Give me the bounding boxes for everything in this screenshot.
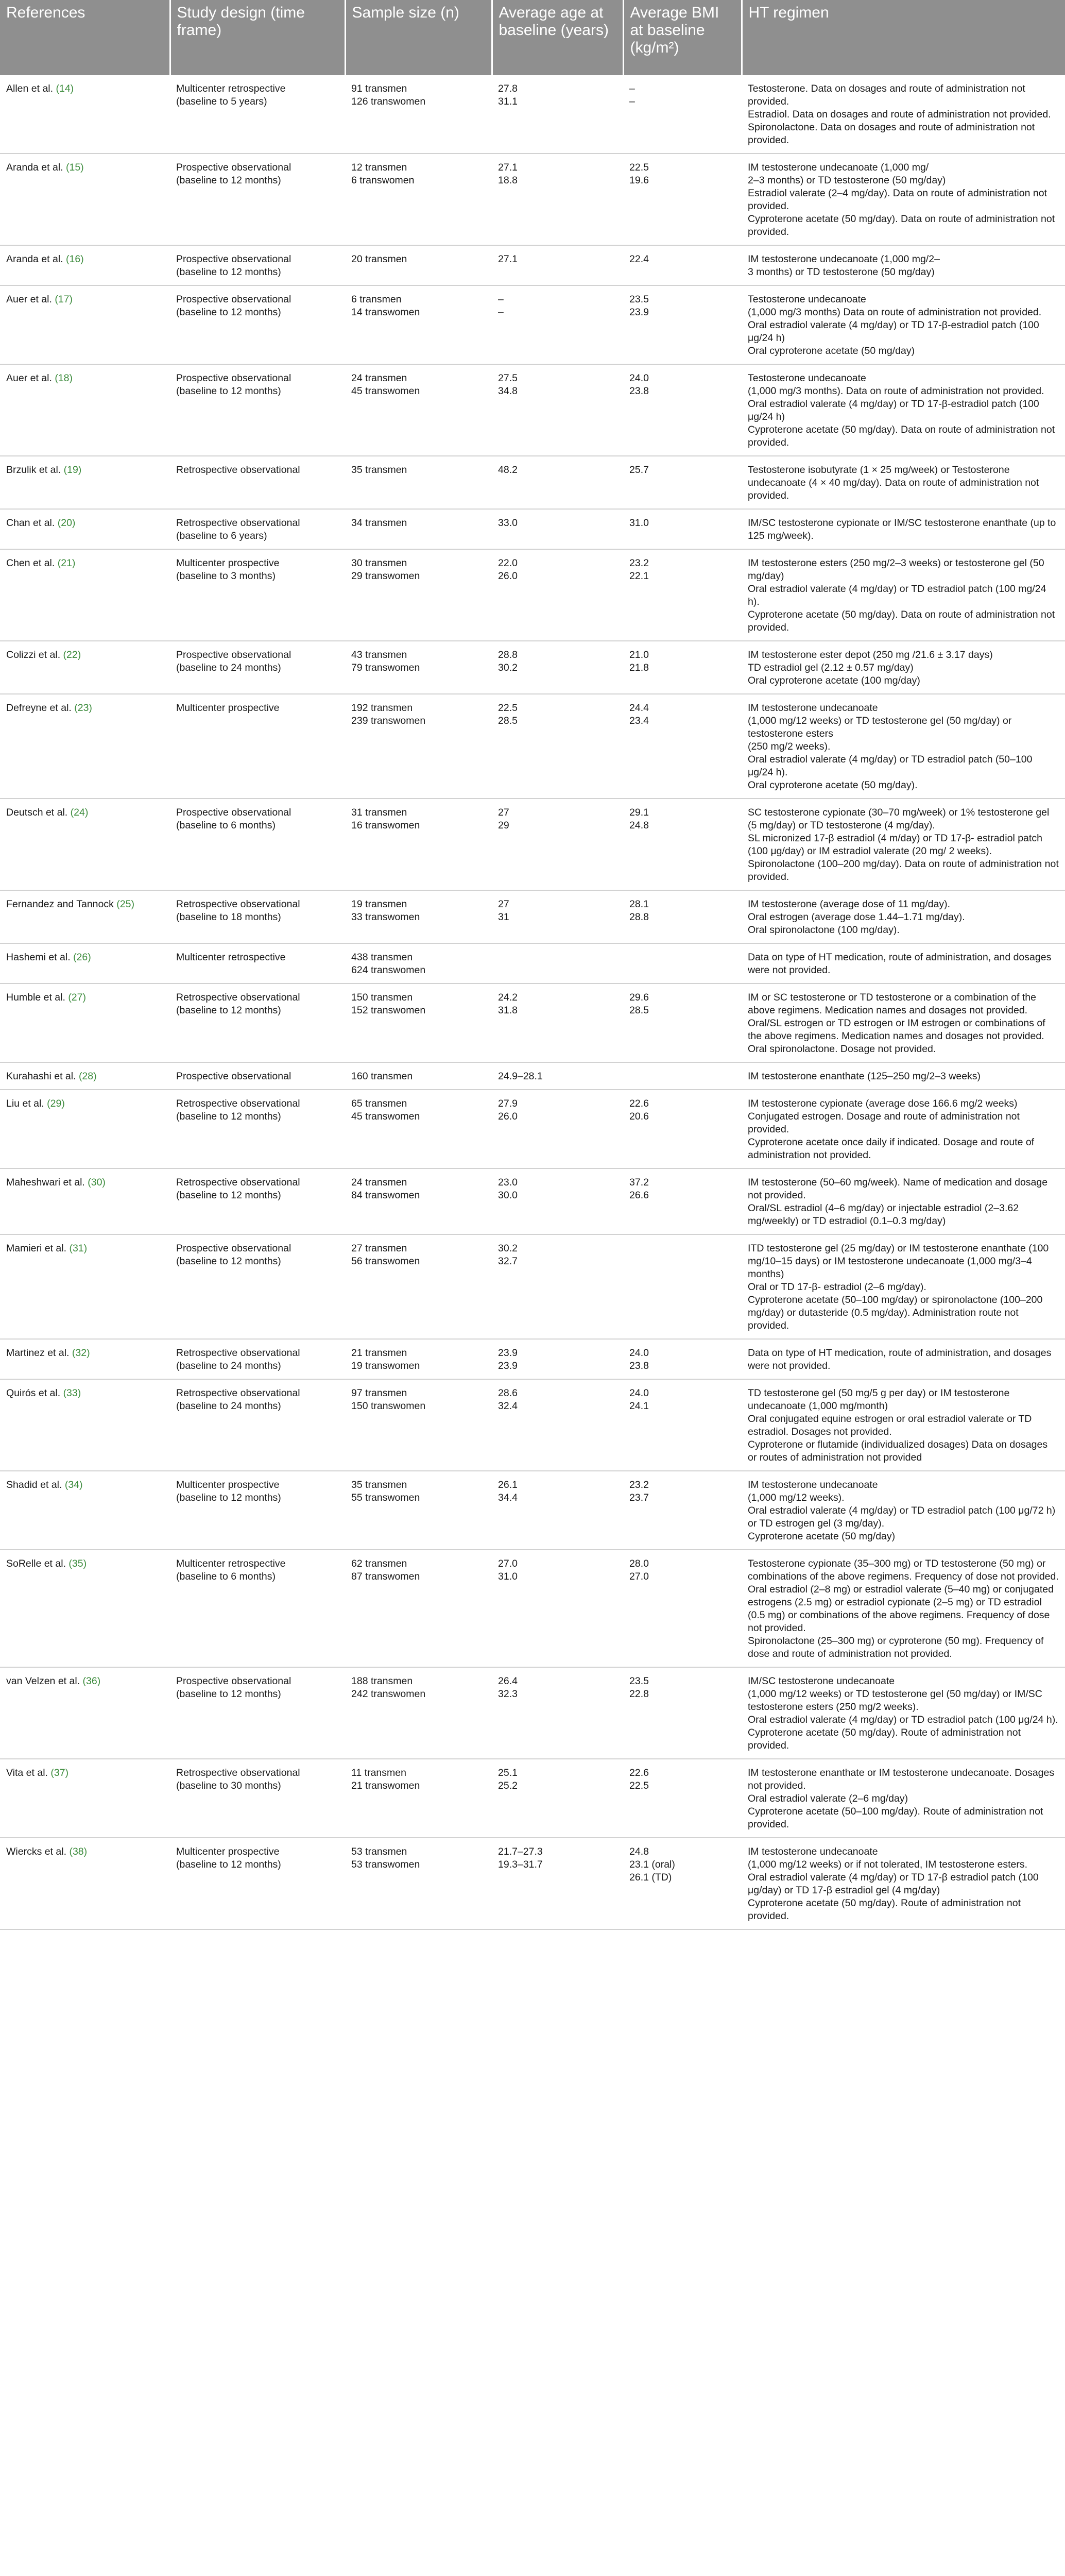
cell-average-age: 22.0 26.0 xyxy=(492,549,623,641)
reference-citation-link[interactable]: (38) xyxy=(69,1846,88,1857)
cell-ht-regimen: Testosterone cypionate (35–300 mg) or TD testosterone (50 mg) or combinations of the above regimens. Frequency of dose not provided. Oral estradiol (2–8 mg) or estradiol valerate (5–40 mg) or conjugated estrogens (2.5 mg) or estradiol cypionate (2–5 mg) or TD estradiol (0.5 mg) or combinations of the above regimens. Frequency of dose not provided. Spironolactone (25–300 mg) or cyproterone (50 mg). Frequency of dose and route of administration not provided. xyxy=(742,1550,1065,1667)
cell-ht-regimen: Testosterone isobutyrate (1 × 25 mg/week) or Testosterone undecanoate (4 × 40 mg/day). Data on route of administration not provided. xyxy=(742,456,1065,509)
cell-average-bmi: 22.5 19.6 xyxy=(623,154,742,245)
cell-average-bmi: 37.2 26.6 xyxy=(623,1168,742,1234)
cell-average-bmi: – – xyxy=(623,75,742,154)
table-row xyxy=(0,1090,1065,1168)
cell-average-age: 27.1 xyxy=(492,245,623,285)
cell-ht-regimen: IM testosterone enanthate or IM testosterone undecanoate. Dosages not provided. Oral estradiol valerate (2–6 mg/day) Cyproterone acetate (50–100 mg/day). Route of administration not provided. xyxy=(742,1759,1065,1838)
cell-sample-size: 150 transmen 152 transwomen xyxy=(345,984,492,1062)
reference-citation-link[interactable]: (33) xyxy=(63,1387,81,1399)
cell-average-bmi: 23.2 23.7 xyxy=(623,1471,742,1550)
cell-study-design: Retrospective observational (baseline to 12 months) xyxy=(170,1168,345,1234)
cell-average-bmi: 21.0 21.8 xyxy=(623,641,742,694)
cell-average-age: 27 29 xyxy=(492,799,623,890)
table-body xyxy=(0,75,1065,1929)
table-row xyxy=(0,1168,1065,1234)
cell-sample-size: 24 transmen 45 transwomen xyxy=(345,364,492,456)
table-row xyxy=(0,75,1065,154)
cell-sample-size: 34 transmen xyxy=(345,509,492,549)
cell-average-bmi: 23.5 22.8 xyxy=(623,1667,742,1759)
reference-author: Deutsch et al. xyxy=(6,807,68,818)
cell-average-age: 23.0 30.0 xyxy=(492,1168,623,1234)
cell-average-age: 24.9–28.1 xyxy=(492,1062,623,1090)
cell-study-design: Retrospective observational (baseline to 24 months) xyxy=(170,1379,345,1471)
reference-author: SoRelle et al. xyxy=(6,1558,66,1569)
reference-citation-link[interactable]: (20) xyxy=(57,517,76,529)
reference-citation-link[interactable]: (15) xyxy=(66,162,84,173)
cell-study-design: Retrospective observational (baseline to 12 months) xyxy=(170,984,345,1062)
header-ht-regimen: HT regimen xyxy=(742,0,1065,75)
cell-ht-regimen: IM testosterone undecanoate (1,000 mg/12 weeks) or if not tolerated, IM testosterone esters. Oral estradiol valerate (4 mg/day) or TD 17-β estradiol patch (100 μg/day) or TD 17-β estradiol gel (4 mg/day) Cyproterone acetate (50 mg/day). Route of administration not provided. xyxy=(742,1838,1065,1929)
cell-sample-size: 192 transmen 239 transwomen xyxy=(345,694,492,799)
reference-citation-link[interactable]: (16) xyxy=(66,253,84,265)
header-references: References xyxy=(0,0,170,75)
cell-average-age: 27.8 31.1 xyxy=(492,75,623,154)
cell-reference xyxy=(0,285,170,364)
cell-study-design: Retrospective observational (baseline to 12 months) xyxy=(170,1090,345,1168)
reference-author: Kurahashi et al. xyxy=(6,1071,76,1082)
cell-average-age: 30.2 32.7 xyxy=(492,1234,623,1339)
cell-ht-regimen: TD testosterone gel (50 mg/5 g per day) or IM testosterone undecanoate (1,000 mg/month) Oral conjugated equine estrogen or oral estradiol valerate or TD estradiol. Dosages not provided. Cyproterone or flutamide (individualized dosages) Data on dosages or routes of administration not provided xyxy=(742,1379,1065,1471)
cell-reference xyxy=(0,1759,170,1838)
cell-ht-regimen: IM testosterone cypionate (average dose 166.6 mg/2 weeks) Conjugated estrogen. Dosage and route of administration not provided. Cyproterone acetate once daily if indicated. Dosage and route of administration not provided. xyxy=(742,1090,1065,1168)
cell-reference xyxy=(0,509,170,549)
reference-citation-link[interactable]: (32) xyxy=(72,1347,90,1359)
table-row xyxy=(0,1379,1065,1471)
cell-reference xyxy=(0,75,170,154)
reference-author: Shadid et al. xyxy=(6,1479,62,1490)
table-row xyxy=(0,694,1065,799)
cell-sample-size: 20 transmen xyxy=(345,245,492,285)
cell-ht-regimen: IM testosterone undecanoate (1,000 mg/12 weeks) or TD testosterone gel (50 mg/day) or testosterone esters (250 mg/2 weeks). Oral estradiol valerate (4 mg/day) or TD estradiol patch (50–100 μg/24 h). Oral cyproterone acetate (50 mg/day). xyxy=(742,694,1065,799)
cell-sample-size: 43 transmen 79 transwomen xyxy=(345,641,492,694)
cell-average-age: 27.5 34.8 xyxy=(492,364,623,456)
cell-average-age: 26.4 32.3 xyxy=(492,1667,623,1759)
cell-average-age: 48.2 xyxy=(492,456,623,509)
cell-average-age: 26.1 34.4 xyxy=(492,1471,623,1550)
reference-author: Liu et al. xyxy=(6,1098,44,1109)
cell-sample-size: 188 transmen 242 transwomen xyxy=(345,1667,492,1759)
cell-ht-regimen: Testosterone. Data on dosages and route of administration not provided. Estradiol. Data on dosages and route of administration not provided. Spironolactone. Data on dosages and route of administration not provided. xyxy=(742,75,1065,154)
cell-sample-size: 19 transmen 33 transwomen xyxy=(345,890,492,943)
cell-study-design: Multicenter prospective xyxy=(170,694,345,799)
cell-study-design: Multicenter prospective (baseline to 12 months) xyxy=(170,1838,345,1929)
cell-ht-regimen: IM testosterone (average dose of 11 mg/day). Oral estrogen (average dose 1.44–1.71 mg/day). Oral spironolactone (100 mg/day). xyxy=(742,890,1065,943)
cell-ht-regimen: IM testosterone esters (250 mg/2–3 weeks) or testosterone gel (50 mg/day) Oral estradiol valerate (4 mg/day) or TD estradiol patch (100 mg/24 h). Cyproterone acetate (50 mg/day). Data on route of administration not provided. xyxy=(742,549,1065,641)
table-row xyxy=(0,509,1065,549)
cell-ht-regimen: IM testosterone (50–60 mg/week). Name of medication and dosage not provided. Oral/SL estradiol (4–6 mg/day) or injectable estradiol (2–3.62 mg/weekly) or TD estradiol (0.1–0.3 mg/day) xyxy=(742,1168,1065,1234)
cell-ht-regimen: IM testosterone enanthate (125–250 mg/2–3 weeks) xyxy=(742,1062,1065,1090)
cell-sample-size: 11 transmen 21 transwomen xyxy=(345,1759,492,1838)
table-row xyxy=(0,943,1065,984)
table-row xyxy=(0,285,1065,364)
table-row xyxy=(0,1339,1065,1379)
cell-average-bmi: 28.0 27.0 xyxy=(623,1550,742,1667)
cell-study-design: Multicenter retrospective (baseline to 5 years) xyxy=(170,75,345,154)
cell-sample-size: 24 transmen 84 transwomen xyxy=(345,1168,492,1234)
cell-average-bmi xyxy=(623,943,742,984)
reference-author: Defreyne et al. xyxy=(6,702,72,714)
header-average-age: Average age at baseline (years) xyxy=(492,0,623,75)
header-average-bmi: Average BMI at baseline (kg/m²) xyxy=(623,0,742,75)
cell-reference xyxy=(0,1471,170,1550)
cell-study-design: Multicenter prospective (baseline to 3 months) xyxy=(170,549,345,641)
reference-citation-link[interactable]: (29) xyxy=(47,1098,65,1109)
reference-author: Aranda et al. xyxy=(6,253,63,265)
cell-average-age: 28.6 32.4 xyxy=(492,1379,623,1471)
cell-ht-regimen: Data on type of HT medication, route of administration, and dosages were not provided. xyxy=(742,1339,1065,1379)
reference-author: Auer et al. xyxy=(6,372,52,384)
cell-average-age: 27.0 31.0 xyxy=(492,1550,623,1667)
cell-study-design: Prospective observational (baseline to 12 months) xyxy=(170,1234,345,1339)
table-row xyxy=(0,549,1065,641)
cell-average-bmi: 29.1 24.8 xyxy=(623,799,742,890)
table-row xyxy=(0,1234,1065,1339)
cell-average-bmi: 24.0 23.8 xyxy=(623,1339,742,1379)
cell-reference xyxy=(0,984,170,1062)
reference-author: Humble et al. xyxy=(6,992,65,1003)
cell-study-design: Multicenter retrospective (baseline to 6 months) xyxy=(170,1550,345,1667)
reference-citation-link[interactable]: (25) xyxy=(116,899,134,910)
cell-study-design: Prospective observational (baseline to 12 months) xyxy=(170,154,345,245)
header-sample-size: Sample size (n) xyxy=(345,0,492,75)
cell-reference xyxy=(0,943,170,984)
table-row xyxy=(0,1667,1065,1759)
table-row xyxy=(0,364,1065,456)
cell-study-design: Prospective observational (baseline to 6 months) xyxy=(170,799,345,890)
reference-citation-link[interactable]: (37) xyxy=(50,1767,69,1778)
cell-sample-size: 30 transmen 29 transwomen xyxy=(345,549,492,641)
cell-sample-size: 65 transmen 45 transwomen xyxy=(345,1090,492,1168)
reference-author: Vita et al. xyxy=(6,1767,48,1778)
cell-average-bmi: 23.2 22.1 xyxy=(623,549,742,641)
cell-reference xyxy=(0,154,170,245)
table-row xyxy=(0,984,1065,1062)
reference-author: Mamieri et al. xyxy=(6,1243,67,1254)
reference-author: Wiercks et al. xyxy=(6,1846,67,1857)
cell-average-bmi: 24.0 24.1 xyxy=(623,1379,742,1471)
cell-reference xyxy=(0,1550,170,1667)
cell-sample-size: 62 transmen 87 transwomen xyxy=(345,1550,492,1667)
reference-author: van Velzen et al. xyxy=(6,1675,80,1687)
reference-author: Aranda et al. xyxy=(6,162,63,173)
cell-reference xyxy=(0,641,170,694)
cell-reference xyxy=(0,694,170,799)
cell-sample-size: 27 transmen 56 transwomen xyxy=(345,1234,492,1339)
cell-sample-size: 438 transmen 624 transwomen xyxy=(345,943,492,984)
table-row xyxy=(0,1838,1065,1929)
cell-ht-regimen: IM/SC testosterone undecanoate (1,000 mg/12 weeks) or TD testosterone gel (50 mg/day) or IM/SC testosterone esters (250 mg/2 weeks). Oral estradiol valerate (4 mg/day) or TD estradiol patch (100 μg/24 h). Cyproterone acetate (50 mg/day). Route of administration not provided. xyxy=(742,1667,1065,1759)
cell-ht-regimen: IM testosterone undecanoate (1,000 mg/2– 3 months) or TD testosterone (50 mg/day) xyxy=(742,245,1065,285)
reference-author: Colizzi et al. xyxy=(6,649,61,660)
reference-citation-link[interactable]: (14) xyxy=(56,83,74,94)
reference-citation-link[interactable]: (24) xyxy=(70,807,89,818)
cell-reference xyxy=(0,890,170,943)
cell-ht-regimen: IM/SC testosterone cypionate or IM/SC testosterone enanthate (up to 125 mg/week). xyxy=(742,509,1065,549)
cell-reference xyxy=(0,1062,170,1090)
cell-reference xyxy=(0,1339,170,1379)
cell-study-design: Prospective observational (baseline to 12 months) xyxy=(170,285,345,364)
cell-average-bmi xyxy=(623,1062,742,1090)
cell-ht-regimen: IM testosterone undecanoate (1,000 mg/12 weeks). Oral estradiol valerate (4 mg/day) or TD estradiol patch (100 μg/72 h) or TD estrogen gel (3 mg/day). Cyproterone acetate (50 mg/day) xyxy=(742,1471,1065,1550)
cell-average-age: 22.5 28.5 xyxy=(492,694,623,799)
cell-average-age: – – xyxy=(492,285,623,364)
reference-author: Auer et al. xyxy=(6,294,52,305)
cell-reference xyxy=(0,1168,170,1234)
reference-citation-link[interactable]: (28) xyxy=(78,1071,97,1082)
table-row xyxy=(0,1471,1065,1550)
header-study-design: Study design (time frame) xyxy=(170,0,345,75)
reference-citation-link[interactable]: (36) xyxy=(82,1675,101,1687)
table-row xyxy=(0,1759,1065,1838)
cell-sample-size: 97 transmen 150 transwomen xyxy=(345,1379,492,1471)
cell-average-bmi: 29.6 28.5 xyxy=(623,984,742,1062)
cell-average-bmi: 31.0 xyxy=(623,509,742,549)
cell-ht-regimen: IM or SC testosterone or TD testosterone or a combination of the above regimens. Medication names and dosages not provided. Oral/SL estrogen or TD estrogen or IM estrogen or combinations of the above regimens. Medication names and dosages not provided. Oral spironolactone. Dosage not provided. xyxy=(742,984,1065,1062)
cell-sample-size: 6 transmen 14 transwomen xyxy=(345,285,492,364)
reference-citation-link[interactable]: (30) xyxy=(88,1177,106,1188)
table-row xyxy=(0,245,1065,285)
cell-average-bmi: 24.4 23.4 xyxy=(623,694,742,799)
reference-citation-link[interactable]: (27) xyxy=(68,992,86,1003)
reference-author: Chan et al. xyxy=(6,517,55,529)
cell-average-age xyxy=(492,943,623,984)
reference-citation-link[interactable]: (17) xyxy=(55,294,73,305)
reference-author: Chen et al. xyxy=(6,557,55,569)
reference-author: Hashemi et al. xyxy=(6,952,71,963)
table-row xyxy=(0,1062,1065,1090)
reference-author: Maheshwari et al. xyxy=(6,1177,85,1188)
cell-average-age: 24.2 31.8 xyxy=(492,984,623,1062)
cell-study-design: Retrospective observational xyxy=(170,456,345,509)
cell-sample-size: 31 transmen 16 transwomen xyxy=(345,799,492,890)
cell-study-design: Retrospective observational (baseline to 6 years) xyxy=(170,509,345,549)
reference-citation-link[interactable]: (31) xyxy=(69,1243,88,1254)
reference-citation-link[interactable]: (34) xyxy=(64,1479,83,1490)
cell-sample-size: 53 transmen 53 transwomen xyxy=(345,1838,492,1929)
reference-citation-link[interactable]: (19) xyxy=(63,464,82,476)
cell-study-design: Prospective observational (baseline to 24 months) xyxy=(170,641,345,694)
reference-author: Allen et al. xyxy=(6,83,54,94)
table-row xyxy=(0,641,1065,694)
table-row xyxy=(0,799,1065,890)
cell-study-design: Retrospective observational (baseline to 30 months) xyxy=(170,1759,345,1838)
cell-study-design: Retrospective observational (baseline to 18 months) xyxy=(170,890,345,943)
reference-citation-link[interactable]: (23) xyxy=(74,702,92,714)
cell-average-age: 23.9 23.9 xyxy=(492,1339,623,1379)
header-row xyxy=(0,0,1065,75)
cell-reference xyxy=(0,549,170,641)
cell-reference xyxy=(0,364,170,456)
reference-author: Fernandez and Tannock xyxy=(6,899,114,910)
cell-reference xyxy=(0,1090,170,1168)
table-row xyxy=(0,456,1065,509)
cell-study-design: Prospective observational (baseline to 12 months) xyxy=(170,245,345,285)
cell-reference xyxy=(0,1667,170,1759)
cell-average-age: 33.0 xyxy=(492,509,623,549)
reference-citation-link[interactable]: (26) xyxy=(73,952,91,963)
reference-citation-link[interactable]: (18) xyxy=(55,372,73,384)
reference-citation-link[interactable]: (21) xyxy=(57,557,76,569)
cell-ht-regimen: IM testosterone ester depot (250 mg /21.6 ± 3.17 days) TD estradiol gel (2.12 ± 0.57 mg/day) Oral cyproterone acetate (100 mg/day) xyxy=(742,641,1065,694)
cell-reference xyxy=(0,456,170,509)
cell-average-bmi: 23.5 23.9 xyxy=(623,285,742,364)
cell-average-age: 28.8 30.2 xyxy=(492,641,623,694)
reference-author: Brzulik et al. xyxy=(6,464,61,476)
cell-sample-size: 91 transmen 126 transwomen xyxy=(345,75,492,154)
cell-study-design: Multicenter retrospective xyxy=(170,943,345,984)
cell-average-bmi: 22.6 20.6 xyxy=(623,1090,742,1168)
reference-citation-link[interactable]: (22) xyxy=(63,649,81,660)
cell-reference xyxy=(0,1234,170,1339)
cell-study-design: Prospective observational xyxy=(170,1062,345,1090)
cell-study-design: Prospective observational (baseline to 12 months) xyxy=(170,364,345,456)
cell-ht-regimen: Data on type of HT medication, route of administration, and dosages were not provided. xyxy=(742,943,1065,984)
table-row xyxy=(0,1550,1065,1667)
table-row xyxy=(0,890,1065,943)
cell-average-bmi xyxy=(623,1234,742,1339)
cell-reference xyxy=(0,799,170,890)
cell-sample-size: 160 transmen xyxy=(345,1062,492,1090)
cell-average-bmi: 28.1 28.8 xyxy=(623,890,742,943)
reference-citation-link[interactable]: (35) xyxy=(68,1558,87,1569)
cell-ht-regimen: Testosterone undecanoate (1,000 mg/3 months). Data on route of administration not provided. Oral estradiol valerate (4 mg/day) or TD 17-β-estradiol patch (100 μg/24 h) Cyproterone acetate (50 mg/day). Data on route of administration not provided. xyxy=(742,364,1065,456)
cell-average-bmi: 24.0 23.8 xyxy=(623,364,742,456)
cell-sample-size: 12 transmen 6 transwomen xyxy=(345,154,492,245)
cell-ht-regimen: ITD testosterone gel (25 mg/day) or IM testosterone enanthate (100 mg/10–15 days) or IM testosterone undecanoate (1,000 mg/3–4 months) Oral or TD 17-β- estradiol (2–6 mg/day). Cyproterone acetate (50–100 mg/day) or spironolactone (100–200 mg/day) or dutasteride (0.5 mg/day). Administration route not provided. xyxy=(742,1234,1065,1339)
cell-study-design: Multicenter prospective (baseline to 12 months) xyxy=(170,1471,345,1550)
cell-average-age: 21.7–27.3 19.3–31.7 xyxy=(492,1838,623,1929)
table-row xyxy=(0,154,1065,245)
cell-reference xyxy=(0,245,170,285)
cell-ht-regimen: SC testosterone cypionate (30–70 mg/week) or 1% testosterone gel (5 mg/day) or TD testosterone (4 mg/day). SL micronized 17-β estradiol (4 m/day) or TD 17-β- estradiol patch (100 μg/day) or IM estradiol valerate (20 mg/ 2 weeks). Spironolactone (100–200 mg/day). Data on route of administration not provided. xyxy=(742,799,1065,890)
cell-average-age: 25.1 25.2 xyxy=(492,1759,623,1838)
cell-average-age: 27.1 18.8 xyxy=(492,154,623,245)
cell-average-age: 27 31 xyxy=(492,890,623,943)
cell-ht-regimen: Testosterone undecanoate (1,000 mg/3 months) Data on route of administration not provided. Oral estradiol valerate (4 mg/day) or TD 17-β-estradiol patch (100 μg/24 h) Oral cyproterone acetate (50 mg/day) xyxy=(742,285,1065,364)
cell-average-bmi: 25.7 xyxy=(623,456,742,509)
cell-ht-regimen: IM testosterone undecanoate (1,000 mg/ 2–3 months) or TD testosterone (50 mg/day) Estradiol valerate (2–4 mg/day). Data on route of administration not provided. Cyproterone acetate (50 mg/day). Data on route of administration not provided. xyxy=(742,154,1065,245)
cell-sample-size: 35 transmen xyxy=(345,456,492,509)
cell-study-design: Retrospective observational (baseline to 24 months) xyxy=(170,1339,345,1379)
cell-sample-size: 35 transmen 55 transwomen xyxy=(345,1471,492,1550)
cell-reference xyxy=(0,1379,170,1471)
reference-author: Quirós et al. xyxy=(6,1387,61,1399)
cell-average-bmi: 22.6 22.5 xyxy=(623,1759,742,1838)
reference-author: Martinez et al. xyxy=(6,1347,70,1359)
cell-study-design: Prospective observational (baseline to 12 months) xyxy=(170,1667,345,1759)
cell-average-age: 27.9 26.0 xyxy=(492,1090,623,1168)
cell-average-bmi: 24.8 23.1 (oral) 26.1 (TD) xyxy=(623,1838,742,1929)
cell-reference xyxy=(0,1838,170,1929)
cell-sample-size: 21 transmen 19 transwomen xyxy=(345,1339,492,1379)
cell-average-bmi: 22.4 xyxy=(623,245,742,285)
table-header xyxy=(0,0,1065,75)
